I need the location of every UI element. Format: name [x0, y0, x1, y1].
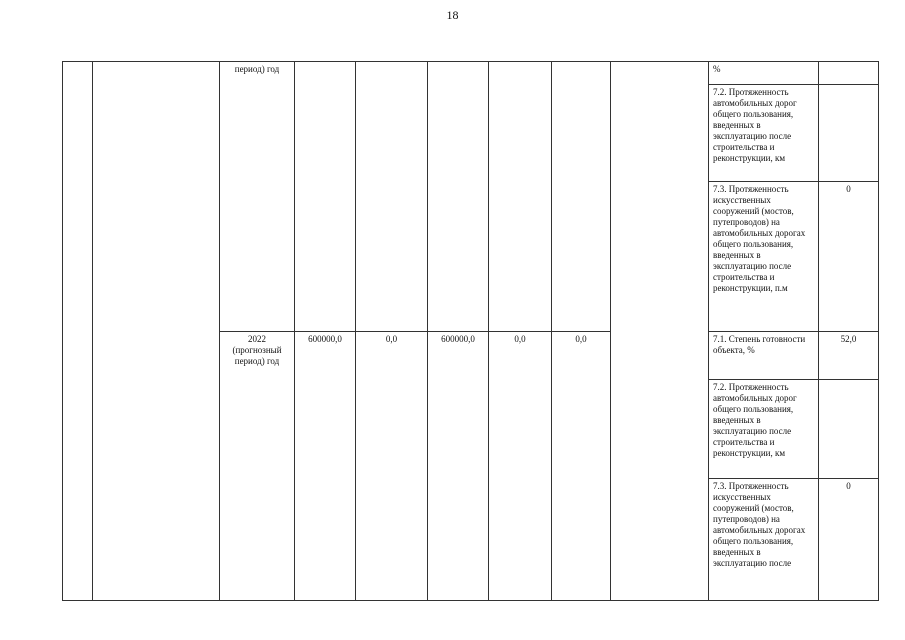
indicator-value	[819, 380, 879, 479]
amount-cell-2: 0,0	[356, 332, 428, 601]
page-number: 18	[446, 8, 459, 22]
amount-cell-3: 600000,0	[428, 332, 489, 601]
program-table	[62, 61, 879, 601]
amount-cell-1: 600000,0	[295, 332, 356, 601]
amount-cell-4: 0,0	[489, 332, 552, 601]
amount-cell-3	[428, 62, 489, 332]
indicator-cell: 7.2. Протяженность автомобильных дорог общего пользования, введенных в эксплуатацию после строительства и реконструкции, км	[709, 380, 819, 479]
indicator-value	[819, 62, 879, 85]
object-name-cell	[93, 62, 220, 601]
indicator-cell: 7.3. Протяженность искусственных сооружений (мостов, путепроводов) на автомобильных дорогах общего пользования, введенных в эксплуатацию после	[709, 479, 819, 601]
indicator-value: 52,0	[819, 332, 879, 380]
indicator-value: 0	[819, 479, 879, 601]
indicator-value: 0	[819, 182, 879, 332]
indicator-value	[819, 85, 879, 182]
amount-cell-5: 0,0	[552, 332, 611, 601]
indicator-cell: 7.3. Протяженность искусственных сооружений (мостов, путепроводов) на автомобильных дорогах общего пользования, введенных в эксплуатацию после строительства и реконструкции, п.м	[709, 182, 819, 332]
indicator-cell: %	[709, 62, 819, 85]
amount-cell-2	[356, 62, 428, 332]
amount-cell-4	[489, 62, 552, 332]
indicator-cell: 7.2. Протяженность автомобильных дорог общего пользования, введенных в эксплуатацию после строительства и реконструкции, км	[709, 85, 819, 182]
period-cell: 2022 (прогнозный период) год	[220, 332, 295, 601]
result-description-cell	[611, 62, 709, 601]
amount-cell-5	[552, 62, 611, 332]
amount-cell-1	[295, 62, 356, 332]
indicator-cell: 7.1. Степень готовности объекта, %	[709, 332, 819, 380]
number-cell	[63, 62, 93, 601]
period-cell: период) год	[220, 62, 295, 332]
